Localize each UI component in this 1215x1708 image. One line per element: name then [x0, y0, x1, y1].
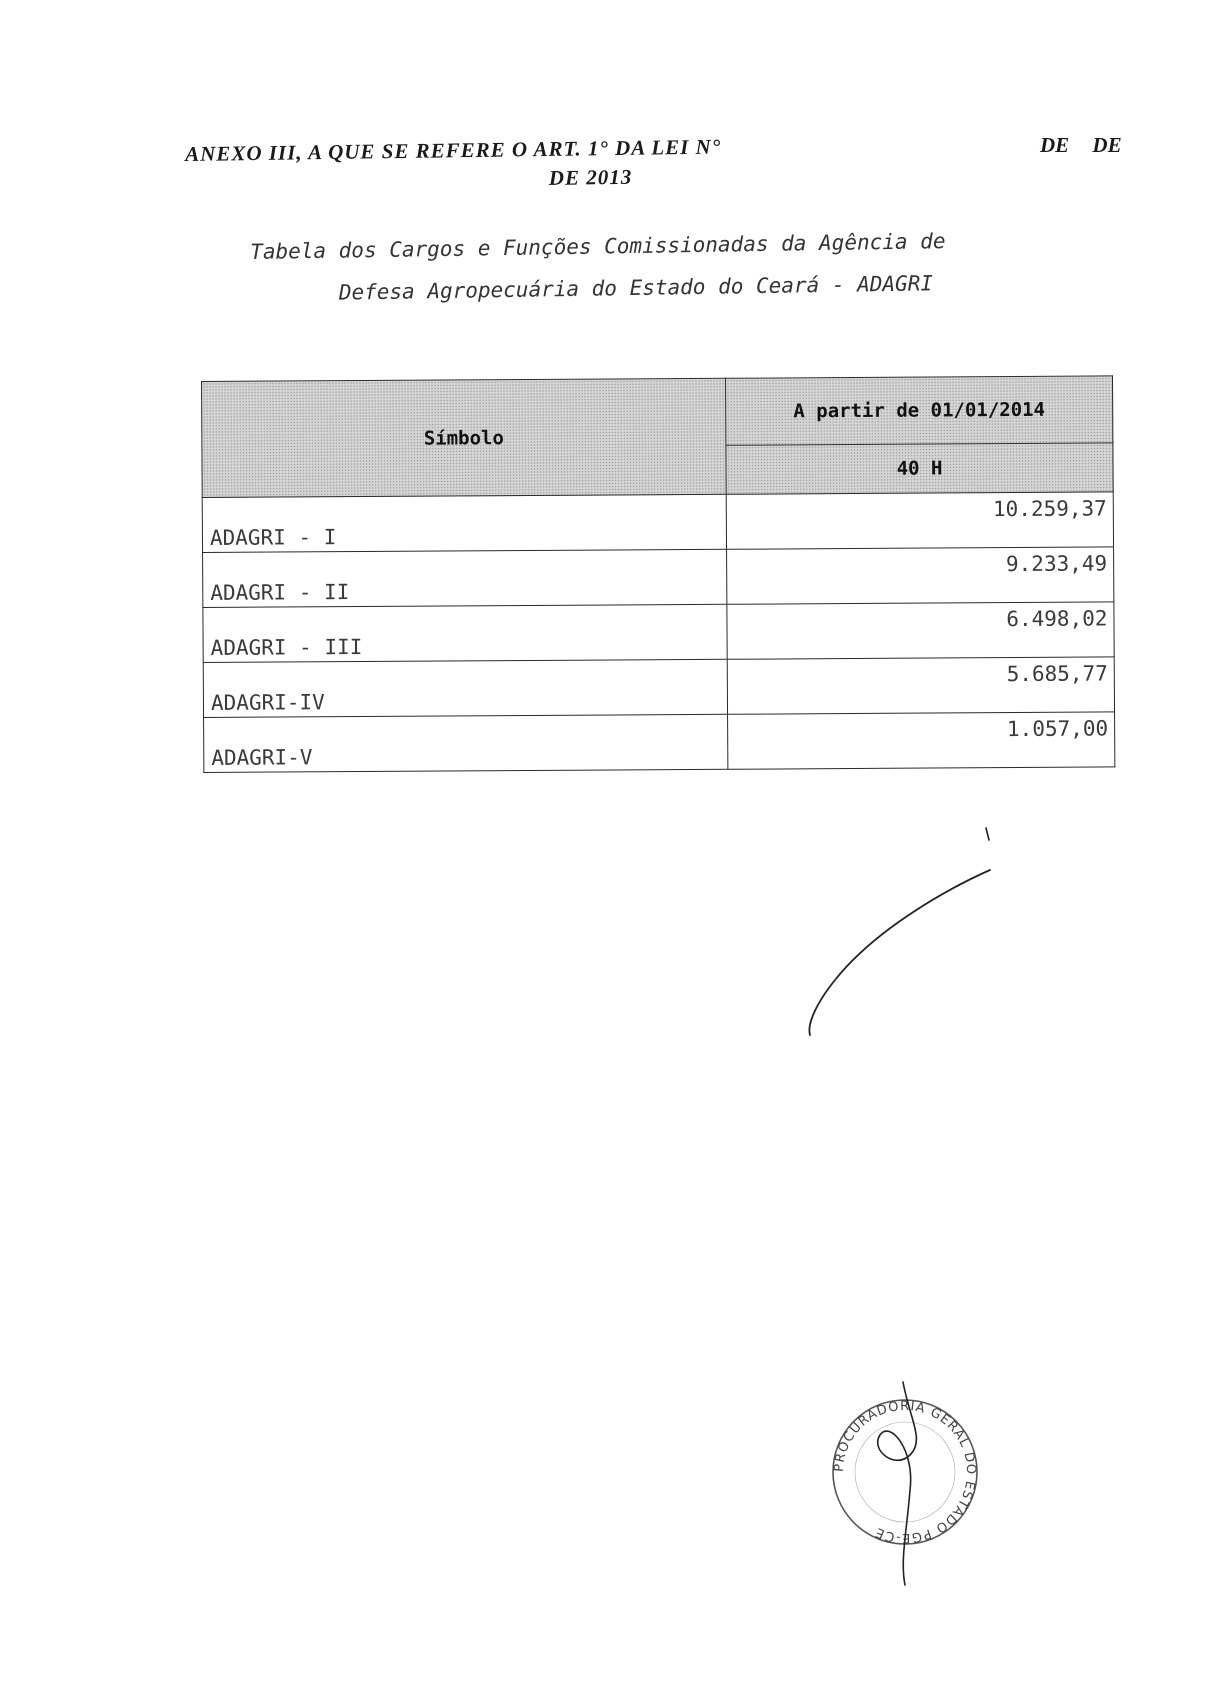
header-hours: 40 H: [726, 443, 1113, 494]
table-title-line-1: Tabela dos Cargos e Funções Comissionadas da Agência de: [250, 229, 946, 264]
stamp-text: PROCURADORIA GERAL DO ESTADO PGE-CE: [831, 1398, 979, 1546]
table-row: [203, 657, 1114, 718]
value-cell: 5.685,77: [727, 657, 1114, 714]
value-cell: 1.057,00: [728, 712, 1115, 769]
heading-line-1: ANEXO III, A QUE SE REFERE O ART. 1° DA LEI N°: [185, 134, 722, 166]
symbol-cell: ADAGRI - I: [202, 494, 726, 552]
value-cell: 10.259,37: [726, 492, 1113, 549]
heading-line-2: DE 2013: [548, 164, 633, 190]
symbol-cell: ADAGRI - II: [203, 549, 727, 607]
symbol-cell: ADAGRI - III: [203, 604, 727, 662]
table-row: [204, 712, 1115, 773]
value-cell: 9.233,49: [727, 547, 1114, 604]
official-stamp: [815, 1380, 995, 1600]
header-date: A partir de 01/01/2014: [725, 376, 1112, 445]
table-title: [250, 226, 1111, 306]
salary-table: [201, 375, 1115, 773]
table-row: [203, 602, 1114, 663]
handwritten-signature: [795, 820, 1015, 1040]
table-row: [202, 492, 1113, 553]
symbol-cell: ADAGRI-V: [204, 714, 728, 772]
table-row: [203, 547, 1114, 608]
header-symbol: Símbolo: [202, 378, 727, 497]
table-title-line-2: Defesa Agropecuária do Estado do Ceará - ADAGRI: [338, 271, 934, 305]
value-cell: 6.498,02: [727, 602, 1114, 659]
date-placeholder: DE DE: [1040, 133, 1122, 157]
annex-heading: [185, 132, 876, 196]
symbol-cell: ADAGRI-IV: [203, 659, 727, 717]
